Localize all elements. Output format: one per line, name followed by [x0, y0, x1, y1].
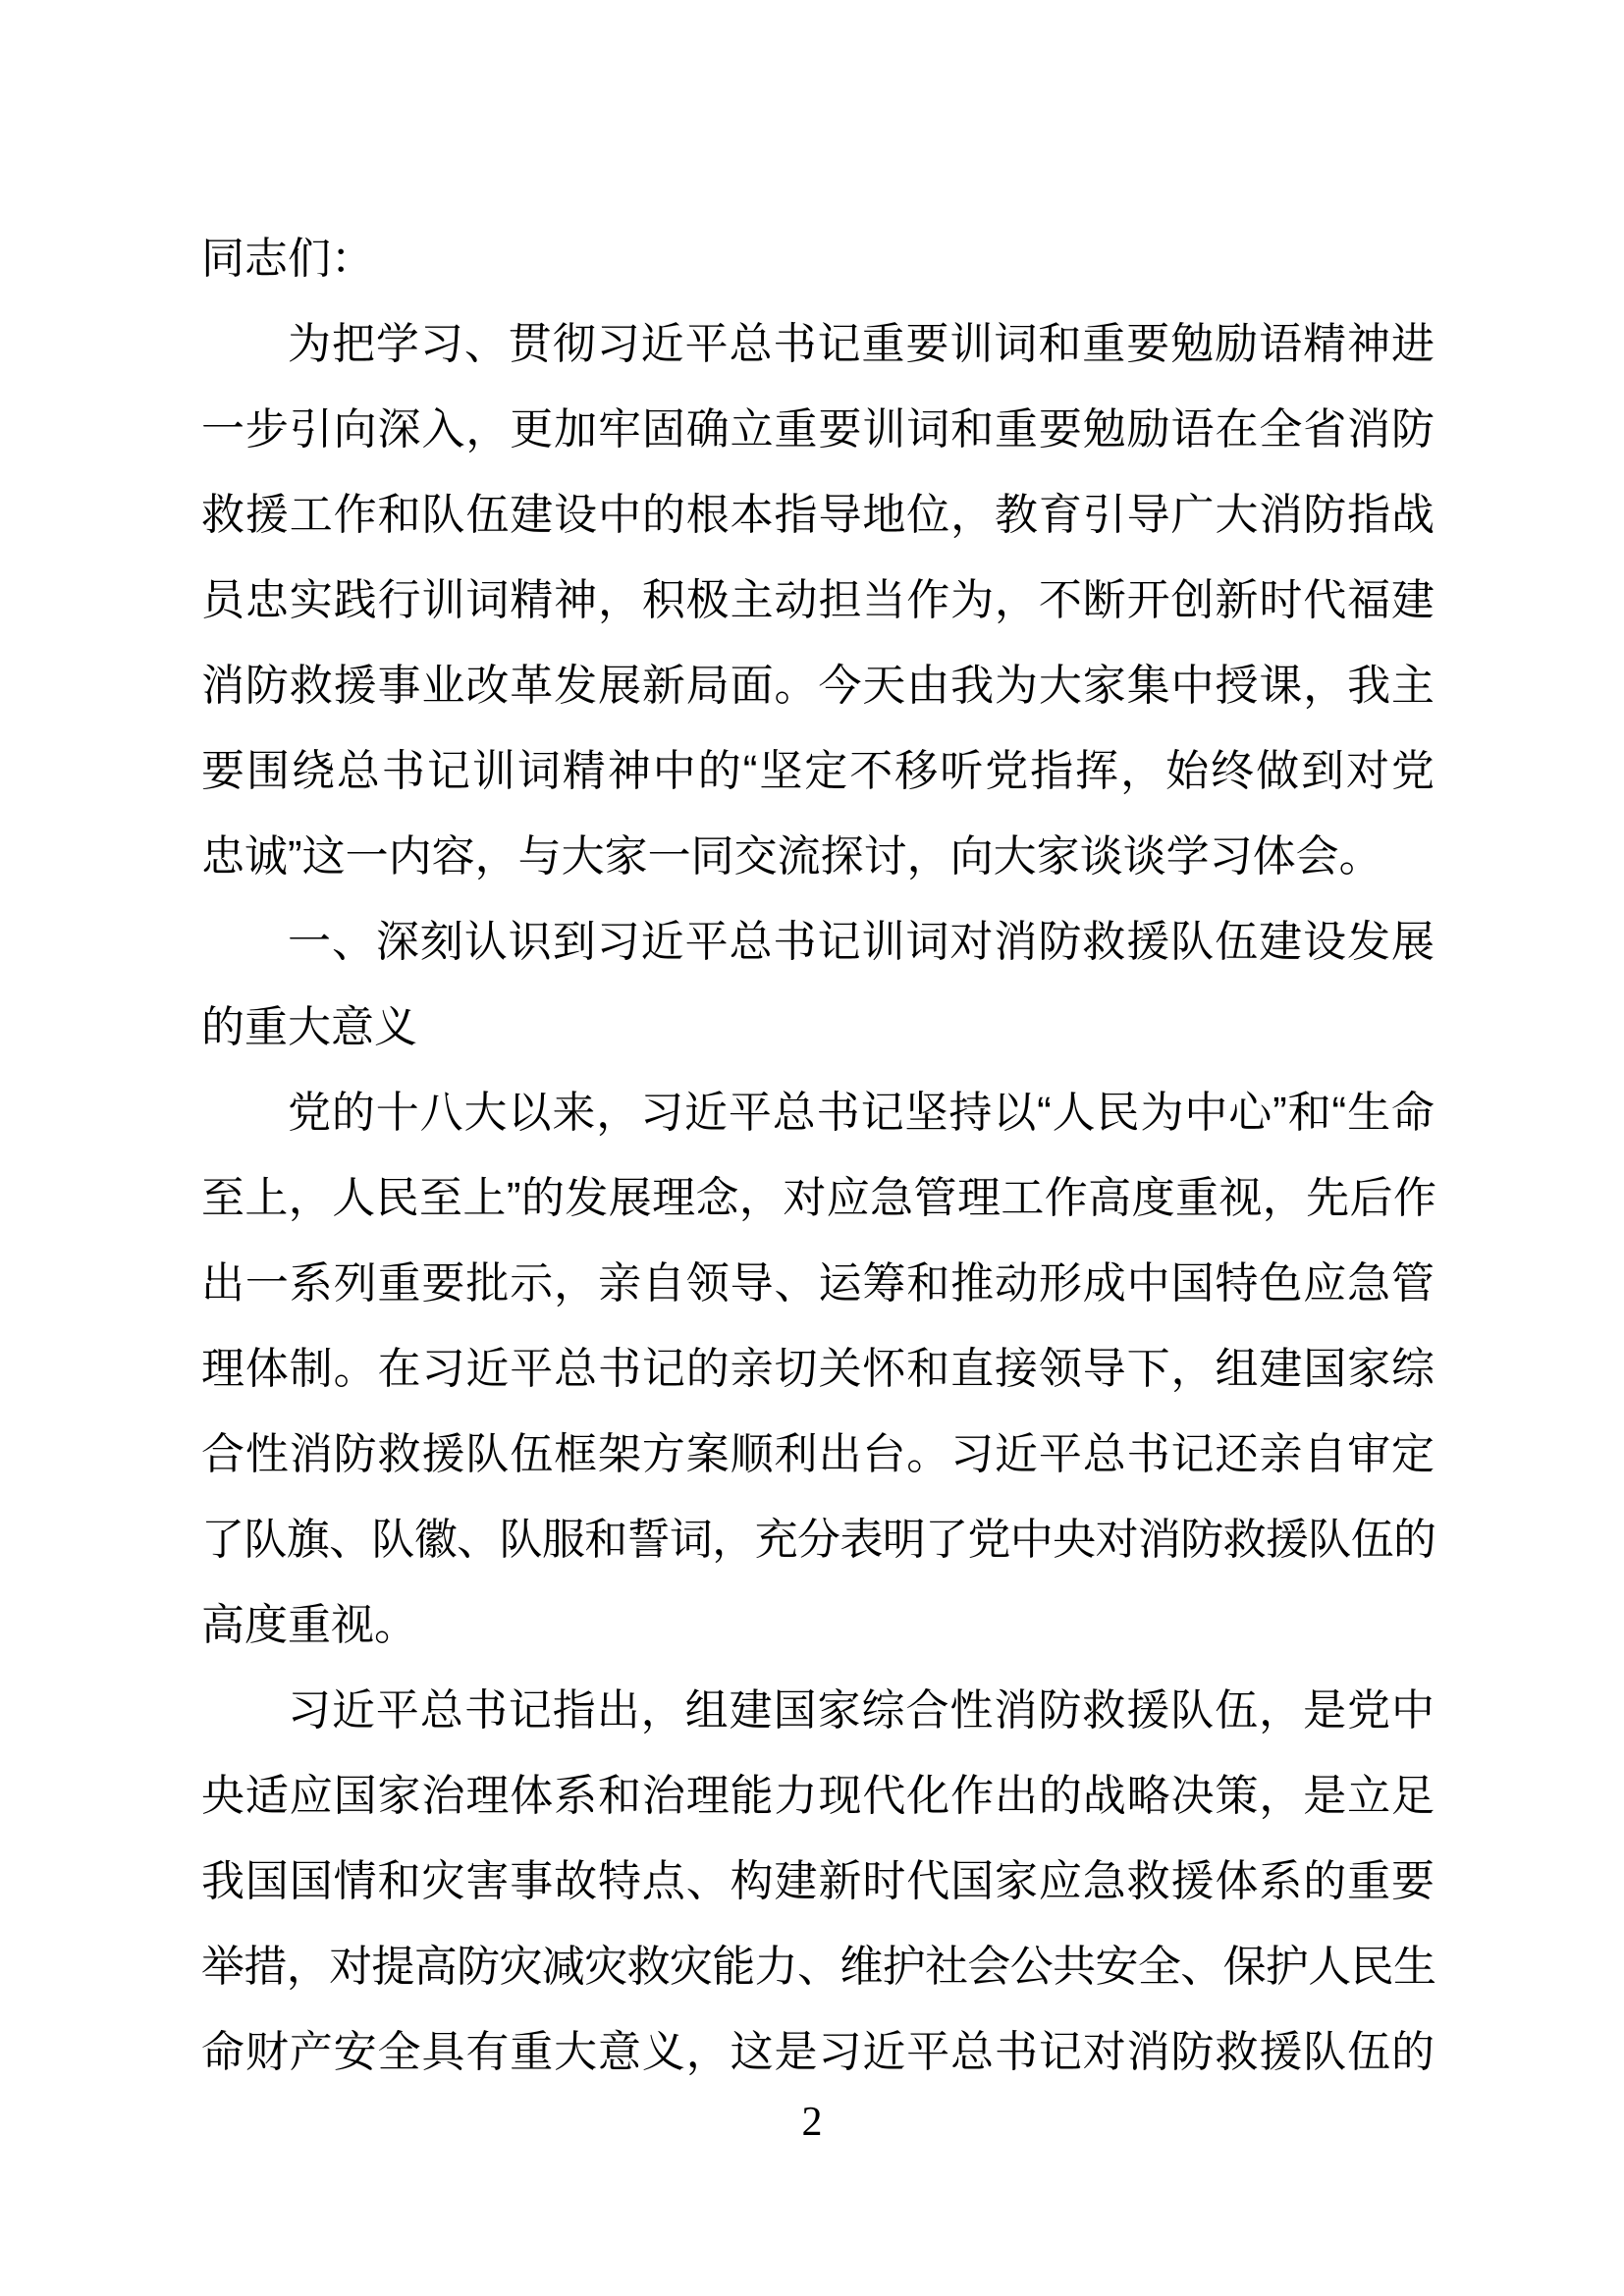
paragraph-1: [201, 301, 1435, 899]
text-line: 央适应国家治理体系和治理能力现代化作出的战略决策，是立足: [201, 1772, 1435, 1820]
text-line: 救援工作和队伍建设中的根本指导地位，教育引导广大消防指战: [201, 491, 1435, 539]
text-line: 要围绕总书记训词精神中的“坚定不移听党指挥，始终做到对党: [201, 747, 1435, 795]
salutation-line: 同志们：: [201, 235, 374, 283]
text-line: 为把学习、贯彻习近平总书记重要训词和重要勉励语精神进: [288, 320, 1435, 368]
text-line: 员忠实践行训词精神，积极主动担当作为，不断开创新时代福建: [201, 576, 1435, 624]
text-line: 忠诚”这一内容，与大家一同交流探讨，向大家谈谈学习体会。: [201, 832, 1382, 881]
heading-line: 的重大意义: [201, 1003, 417, 1051]
document-body: [201, 216, 1435, 2095]
text-line: 我国国情和灾害事故特点、构建新时代国家应急救援体系的重要: [201, 1857, 1435, 1905]
paragraph-2: [201, 1070, 1435, 1668]
text-line: 高度重视。: [201, 1601, 417, 1649]
text-line: 习近平总书记指出，组建国家综合性消防救援队伍，是党中: [288, 1686, 1435, 1735]
page-number: 2: [801, 2100, 823, 2145]
text-line: 了队旗、队徽、队服和誓词，充分表明了党中央对消防救援队伍的: [201, 1516, 1435, 1564]
text-line: 至上，人民至上”的发展理念，对应急管理工作高度重视，先后作: [201, 1174, 1435, 1222]
paragraph-3: [201, 1668, 1435, 2095]
section-heading-1: [201, 899, 1435, 1070]
text-line: 举措，对提高防灾减灾救灾能力、维护社会公共安全、保护人民生: [201, 1943, 1435, 1991]
text-line: 合性消防救援队伍框架方案顺利出台。习近平总书记还亲自审定: [201, 1430, 1435, 1478]
text-line: 出一系列重要批示，亲自领导、运筹和推动形成中国特色应急管: [201, 1259, 1435, 1308]
text-line: 党的十八大以来，习近平总书记坚持以“人民为中心”和“生命: [288, 1089, 1435, 1137]
text-line: 理体制。在习近平总书记的亲切关怀和直接领导下，组建国家综: [201, 1345, 1435, 1393]
text-line: 消防救援事业改革发展新局面。今天由我为大家集中授课，我主: [201, 662, 1435, 710]
heading-line: 一、深刻认识到习近平总书记训词对消防救援队伍建设发展: [288, 918, 1435, 966]
text-line: 命财产安全具有重大意义，这是习近平总书记对消防救援队伍的: [201, 2028, 1435, 2076]
text-line: 一步引向深入，更加牢固确立重要训词和重要勉励语在全省消防: [201, 405, 1435, 454]
